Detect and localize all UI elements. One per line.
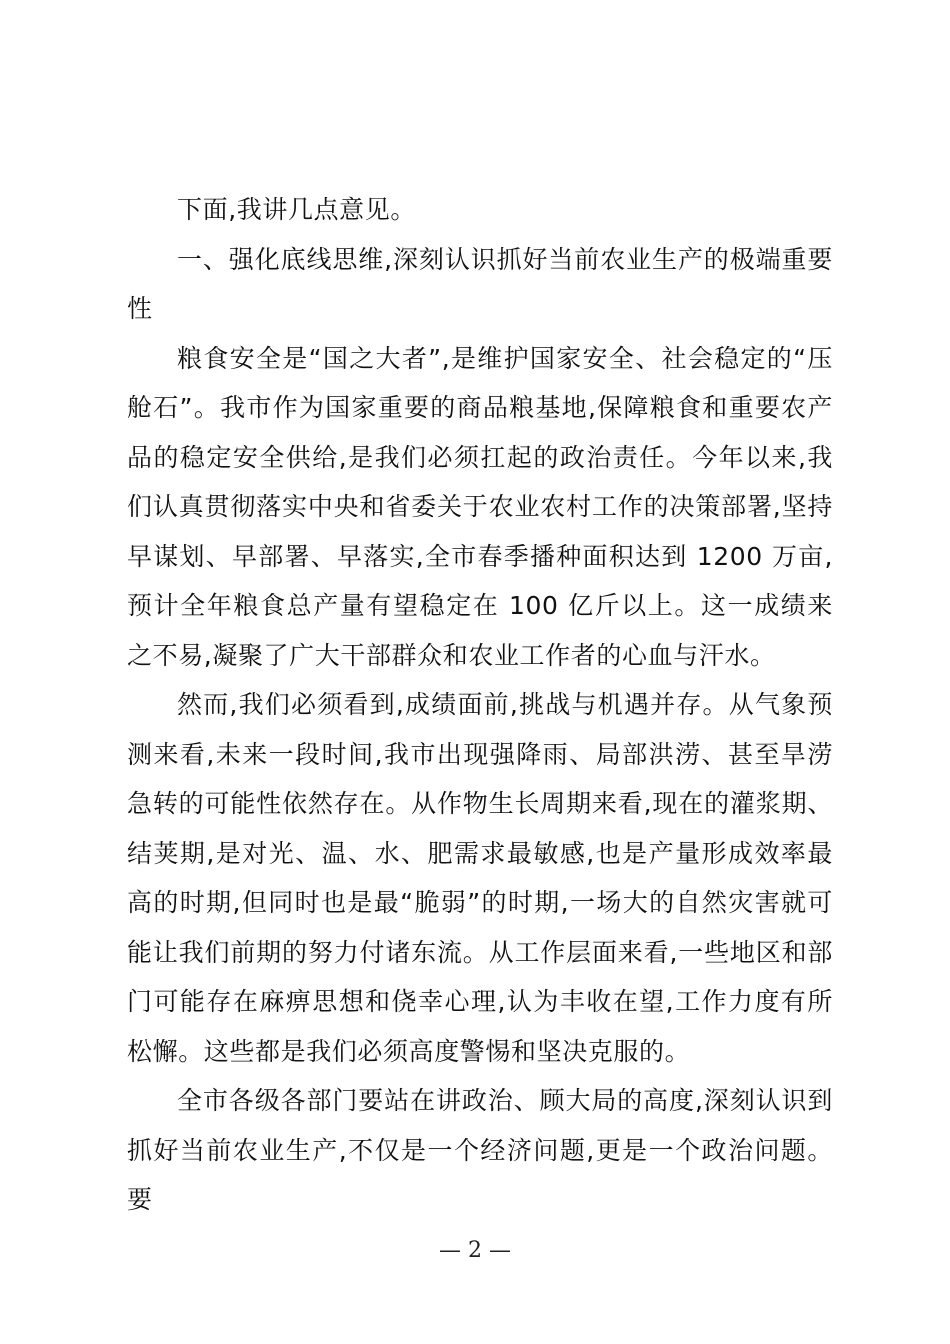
section-heading: 一、强化底线思维,深刻认识抓好当前农业生产的极端重要性 bbox=[127, 244, 833, 323]
page-number: — 2 — bbox=[439, 1238, 511, 1263]
paragraph-intro: 下面,我讲几点意见。 bbox=[177, 195, 416, 224]
paragraph-requirements: 全市各级各部门要站在讲政治、顾大局的高度,深刻认识到抓好当前农业生产,不仅是一个经济问题,更是一个政治问题。要 bbox=[127, 1086, 833, 1214]
document-body bbox=[127, 185, 833, 1225]
paragraph-challenges: 然而,我们必须看到,成绩面前,挑战与机遇并存。从气象预测来看,未来一段时间,我市出现强降雨、局部洪涝、甚至旱涝急转的可能性依然存在。从作物生长周期来看,现在的灌浆期、结荚期,是对光、温、水、肥需求最敏感,也是产量形成效率最高的时期,但同时也是最“脆弱”的时期,一场大的自然灾害就可能让我们前期的努力付诸东流。从工作层面来看,一些地区和部门可能存在麻痹思想和侥幸心理,认为丰收在望,工作力度有所松懈。这些都是我们必须高度警惕和坚决克服的。 bbox=[127, 690, 833, 1066]
paragraph-food-security: 粮食安全是“国之大者”,是维护国家安全、社会稳定的“压舱石”。我市作为国家重要的商品粮基地,保障粮食和重要农产品的稳定安全供给,是我们必须扛起的政治责任。今年以来,我们认真贯彻落实中央和省委关于农业农村工作的决策部署,坚持早谋划、早部署、早落实,全市春季播种面积达到 1200 万亩,预计全年粮食总产量有望稳定在 100 亿斤以上。这一成绩来之不易,凝聚了广大干部群众和农业工作者的心血与汗水。 bbox=[127, 343, 833, 670]
